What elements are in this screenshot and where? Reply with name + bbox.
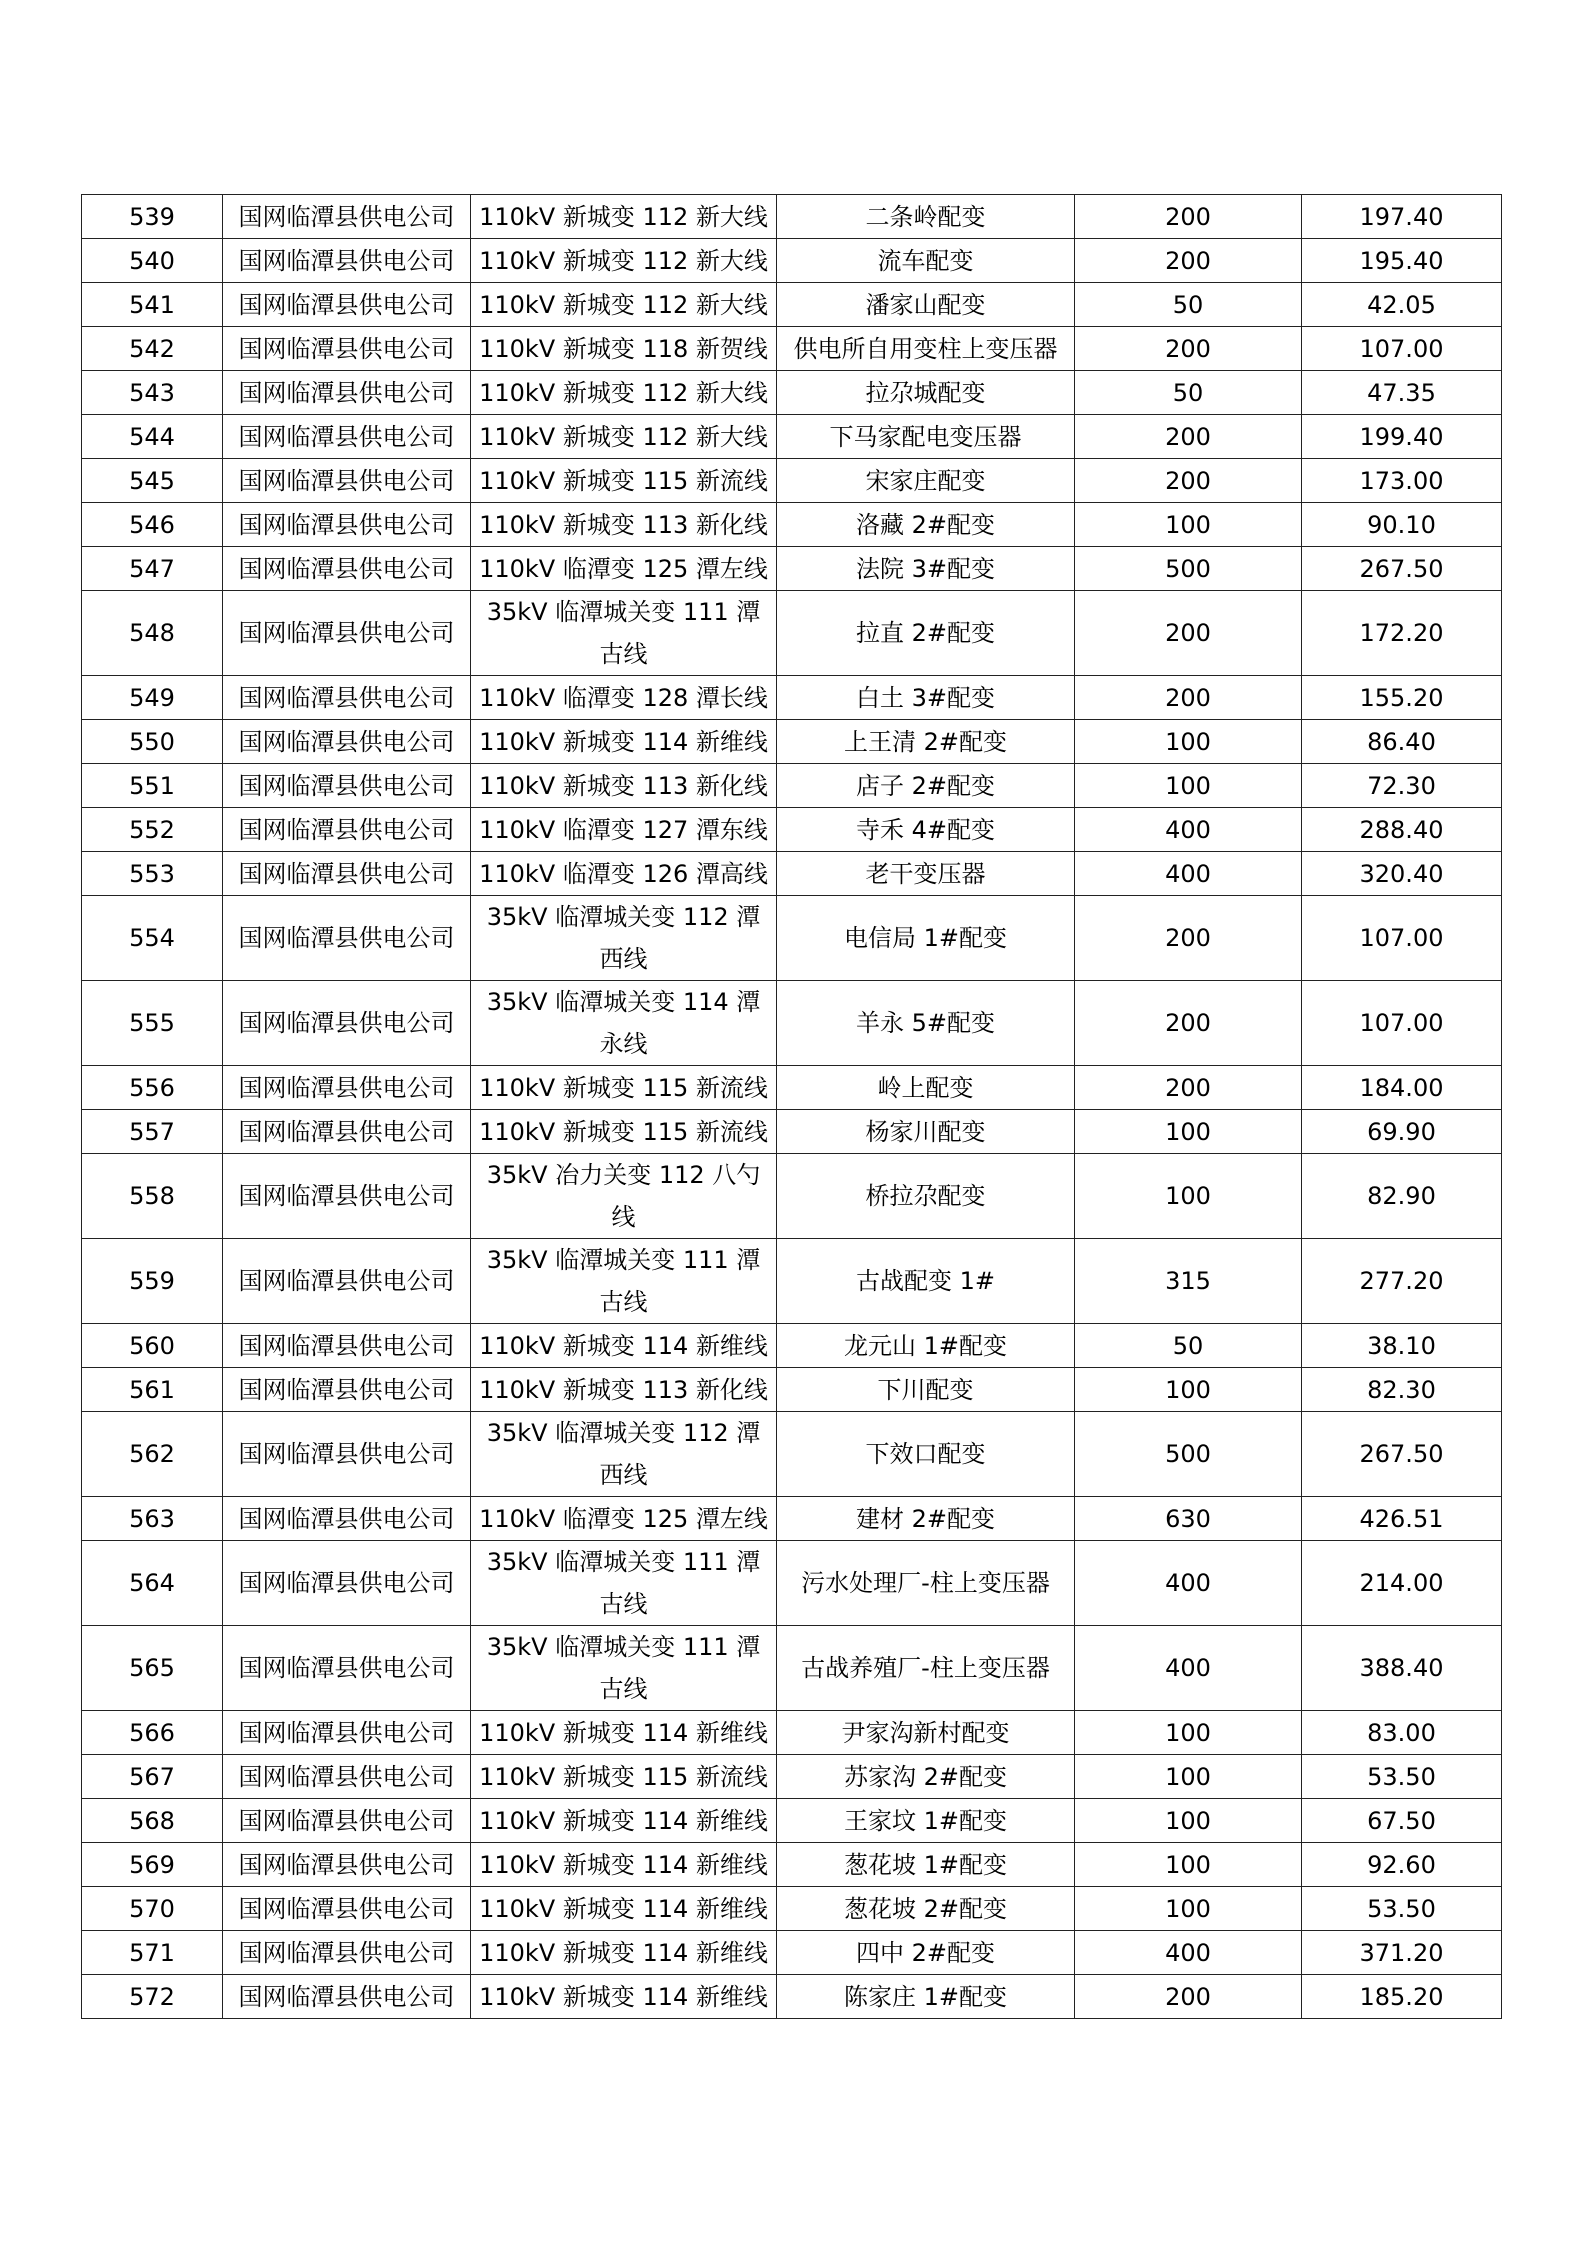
row-number-cell: 554	[82, 896, 223, 981]
row-number-cell: 562	[82, 1412, 223, 1497]
capacity-cell: 200	[1075, 1066, 1302, 1110]
table-row	[82, 1541, 1502, 1626]
feeder-line-cell: 35kV 临潭城关变 114 潭永线	[471, 981, 777, 1066]
company-cell: 国网临潭县供电公司	[223, 547, 471, 591]
company-cell: 国网临潭县供电公司	[223, 1066, 471, 1110]
company-cell: 国网临潭县供电公司	[223, 591, 471, 676]
value-cell: 426.51	[1302, 1497, 1502, 1541]
capacity-cell: 100	[1075, 720, 1302, 764]
value-cell: 388.40	[1302, 1626, 1502, 1711]
table-row	[82, 676, 1502, 720]
table-row	[82, 1975, 1502, 2019]
company-cell: 国网临潭县供电公司	[223, 1110, 471, 1154]
table-row	[82, 415, 1502, 459]
table-row	[82, 459, 1502, 503]
capacity-cell: 100	[1075, 1843, 1302, 1887]
transformer-name-cell: 老干变压器	[777, 852, 1075, 896]
transformer-name-cell: 古战配变 1#	[777, 1239, 1075, 1324]
company-cell: 国网临潭县供电公司	[223, 896, 471, 981]
transformer-name-cell: 四中 2#配变	[777, 1931, 1075, 1975]
feeder-line-cell: 110kV 临潭变 128 潭长线	[471, 676, 777, 720]
feeder-line-cell: 110kV 新城变 114 新维线	[471, 1887, 777, 1931]
feeder-line-cell: 35kV 临潭城关变 111 潭古线	[471, 1541, 777, 1626]
capacity-cell: 200	[1075, 327, 1302, 371]
feeder-line-cell: 35kV 临潭城关变 112 潭西线	[471, 1412, 777, 1497]
transformer-name-cell: 二条岭配变	[777, 195, 1075, 239]
row-number-cell: 564	[82, 1541, 223, 1626]
capacity-cell: 200	[1075, 239, 1302, 283]
row-number-cell: 545	[82, 459, 223, 503]
table-row	[82, 1110, 1502, 1154]
feeder-line-cell: 110kV 新城变 114 新维线	[471, 1324, 777, 1368]
row-number-cell: 568	[82, 1799, 223, 1843]
value-cell: 195.40	[1302, 239, 1502, 283]
row-number-cell: 571	[82, 1931, 223, 1975]
transformer-table	[81, 194, 1502, 2019]
feeder-line-cell: 110kV 新城变 112 新大线	[471, 415, 777, 459]
company-cell: 国网临潭县供电公司	[223, 1975, 471, 2019]
feeder-line-cell: 35kV 临潭城关变 111 潭古线	[471, 1626, 777, 1711]
table-row	[82, 503, 1502, 547]
feeder-line-cell: 35kV 临潭城关变 111 潭古线	[471, 591, 777, 676]
transformer-name-cell: 潘家山配变	[777, 283, 1075, 327]
table-row	[82, 1239, 1502, 1324]
transformer-name-cell: 建材 2#配变	[777, 1497, 1075, 1541]
value-cell: 82.30	[1302, 1368, 1502, 1412]
feeder-line-cell: 110kV 新城变 113 新化线	[471, 1368, 777, 1412]
capacity-cell: 100	[1075, 1755, 1302, 1799]
value-cell: 53.50	[1302, 1755, 1502, 1799]
row-number-cell: 563	[82, 1497, 223, 1541]
value-cell: 47.35	[1302, 371, 1502, 415]
capacity-cell: 200	[1075, 195, 1302, 239]
company-cell: 国网临潭县供电公司	[223, 327, 471, 371]
capacity-cell: 50	[1075, 283, 1302, 327]
company-cell: 国网临潭县供电公司	[223, 239, 471, 283]
company-cell: 国网临潭县供电公司	[223, 459, 471, 503]
capacity-cell: 100	[1075, 1887, 1302, 1931]
table-row	[82, 720, 1502, 764]
company-cell: 国网临潭县供电公司	[223, 720, 471, 764]
row-number-cell: 542	[82, 327, 223, 371]
company-cell: 国网临潭县供电公司	[223, 1541, 471, 1626]
feeder-line-cell: 110kV 新城变 112 新大线	[471, 239, 777, 283]
feeder-line-cell: 110kV 临潭变 127 潭东线	[471, 808, 777, 852]
row-number-cell: 553	[82, 852, 223, 896]
row-number-cell: 558	[82, 1154, 223, 1239]
capacity-cell: 200	[1075, 1975, 1302, 2019]
capacity-cell: 100	[1075, 1154, 1302, 1239]
transformer-name-cell: 白土 3#配变	[777, 676, 1075, 720]
transformer-name-cell: 桥拉尕配变	[777, 1154, 1075, 1239]
value-cell: 86.40	[1302, 720, 1502, 764]
transformer-name-cell: 流车配变	[777, 239, 1075, 283]
capacity-cell: 200	[1075, 896, 1302, 981]
capacity-cell: 50	[1075, 1324, 1302, 1368]
transformer-name-cell: 尹家沟新村配变	[777, 1711, 1075, 1755]
table-row	[82, 981, 1502, 1066]
feeder-line-cell: 110kV 新城变 115 新流线	[471, 1066, 777, 1110]
transformer-name-cell: 羊永 5#配变	[777, 981, 1075, 1066]
row-number-cell: 567	[82, 1755, 223, 1799]
feeder-line-cell: 110kV 新城变 114 新维线	[471, 1931, 777, 1975]
capacity-cell: 100	[1075, 764, 1302, 808]
capacity-cell: 400	[1075, 1931, 1302, 1975]
value-cell: 267.50	[1302, 1412, 1502, 1497]
table-row	[82, 1887, 1502, 1931]
value-cell: 197.40	[1302, 195, 1502, 239]
row-number-cell: 555	[82, 981, 223, 1066]
row-number-cell: 560	[82, 1324, 223, 1368]
company-cell: 国网临潭县供电公司	[223, 808, 471, 852]
transformer-name-cell: 洛藏 2#配变	[777, 503, 1075, 547]
value-cell: 277.20	[1302, 1239, 1502, 1324]
feeder-line-cell: 35kV 临潭城关变 112 潭西线	[471, 896, 777, 981]
row-number-cell: 557	[82, 1110, 223, 1154]
company-cell: 国网临潭县供电公司	[223, 1887, 471, 1931]
feeder-line-cell: 110kV 新城变 114 新维线	[471, 1711, 777, 1755]
value-cell: 107.00	[1302, 327, 1502, 371]
company-cell: 国网临潭县供电公司	[223, 764, 471, 808]
row-number-cell: 548	[82, 591, 223, 676]
company-cell: 国网临潭县供电公司	[223, 1368, 471, 1412]
value-cell: 267.50	[1302, 547, 1502, 591]
table-row	[82, 1799, 1502, 1843]
table-row	[82, 283, 1502, 327]
table-row	[82, 852, 1502, 896]
value-cell: 288.40	[1302, 808, 1502, 852]
row-number-cell: 566	[82, 1711, 223, 1755]
capacity-cell: 630	[1075, 1497, 1302, 1541]
company-cell: 国网临潭县供电公司	[223, 1239, 471, 1324]
feeder-line-cell: 110kV 新城变 114 新维线	[471, 1799, 777, 1843]
table-row	[82, 1324, 1502, 1368]
feeder-line-cell: 35kV 临潭城关变 111 潭古线	[471, 1239, 777, 1324]
transformer-name-cell: 葱花坡 1#配变	[777, 1843, 1075, 1887]
value-cell: 42.05	[1302, 283, 1502, 327]
capacity-cell: 400	[1075, 1626, 1302, 1711]
row-number-cell: 540	[82, 239, 223, 283]
row-number-cell: 556	[82, 1066, 223, 1110]
table-row	[82, 1626, 1502, 1711]
company-cell: 国网临潭县供电公司	[223, 1626, 471, 1711]
table-row	[82, 195, 1502, 239]
row-number-cell: 572	[82, 1975, 223, 2019]
value-cell: 199.40	[1302, 415, 1502, 459]
feeder-line-cell: 110kV 新城变 112 新大线	[471, 371, 777, 415]
table-row	[82, 1497, 1502, 1541]
feeder-line-cell: 110kV 新城变 112 新大线	[471, 283, 777, 327]
transformer-name-cell: 陈家庄 1#配变	[777, 1975, 1075, 2019]
value-cell: 173.00	[1302, 459, 1502, 503]
capacity-cell: 200	[1075, 981, 1302, 1066]
feeder-line-cell: 110kV 新城变 114 新维线	[471, 720, 777, 764]
company-cell: 国网临潭县供电公司	[223, 1755, 471, 1799]
transformer-name-cell: 葱花坡 2#配变	[777, 1887, 1075, 1931]
transformer-name-cell: 宋家庄配变	[777, 459, 1075, 503]
value-cell: 83.00	[1302, 1711, 1502, 1755]
capacity-cell: 400	[1075, 1541, 1302, 1626]
transformer-name-cell: 店子 2#配变	[777, 764, 1075, 808]
row-number-cell: 546	[82, 503, 223, 547]
value-cell: 67.50	[1302, 1799, 1502, 1843]
feeder-line-cell: 110kV 临潭变 126 潭高线	[471, 852, 777, 896]
transformer-name-cell: 拉直 2#配变	[777, 591, 1075, 676]
company-cell: 国网临潭县供电公司	[223, 1931, 471, 1975]
table-row	[82, 591, 1502, 676]
capacity-cell: 100	[1075, 1711, 1302, 1755]
value-cell: 92.60	[1302, 1843, 1502, 1887]
transformer-name-cell: 苏家沟 2#配变	[777, 1755, 1075, 1799]
row-number-cell: 561	[82, 1368, 223, 1412]
table-row	[82, 1412, 1502, 1497]
value-cell: 320.40	[1302, 852, 1502, 896]
table-row	[82, 239, 1502, 283]
row-number-cell: 570	[82, 1887, 223, 1931]
feeder-line-cell: 110kV 临潭变 125 潭左线	[471, 1497, 777, 1541]
row-number-cell: 544	[82, 415, 223, 459]
value-cell: 53.50	[1302, 1887, 1502, 1931]
feeder-line-cell: 110kV 新城变 118 新贺线	[471, 327, 777, 371]
capacity-cell: 400	[1075, 808, 1302, 852]
table-row	[82, 764, 1502, 808]
value-cell: 72.30	[1302, 764, 1502, 808]
table-row	[82, 1843, 1502, 1887]
capacity-cell: 100	[1075, 1368, 1302, 1412]
table-row	[82, 1931, 1502, 1975]
row-number-cell: 549	[82, 676, 223, 720]
value-cell: 107.00	[1302, 896, 1502, 981]
company-cell: 国网临潭县供电公司	[223, 1497, 471, 1541]
company-cell: 国网临潭县供电公司	[223, 195, 471, 239]
capacity-cell: 200	[1075, 459, 1302, 503]
capacity-cell: 400	[1075, 852, 1302, 896]
capacity-cell: 200	[1075, 676, 1302, 720]
company-cell: 国网临潭县供电公司	[223, 1154, 471, 1239]
table-row	[82, 1066, 1502, 1110]
capacity-cell: 315	[1075, 1239, 1302, 1324]
capacity-cell: 100	[1075, 1110, 1302, 1154]
feeder-line-cell: 110kV 临潭变 125 潭左线	[471, 547, 777, 591]
company-cell: 国网临潭县供电公司	[223, 852, 471, 896]
transformer-name-cell: 岭上配变	[777, 1066, 1075, 1110]
company-cell: 国网临潭县供电公司	[223, 1799, 471, 1843]
company-cell: 国网临潭县供电公司	[223, 283, 471, 327]
company-cell: 国网临潭县供电公司	[223, 503, 471, 547]
company-cell: 国网临潭县供电公司	[223, 1412, 471, 1497]
row-number-cell: 539	[82, 195, 223, 239]
feeder-line-cell: 110kV 新城变 114 新维线	[471, 1975, 777, 2019]
transformer-name-cell: 寺禾 4#配变	[777, 808, 1075, 852]
transformer-name-cell: 下马家配电变压器	[777, 415, 1075, 459]
row-number-cell: 552	[82, 808, 223, 852]
value-cell: 69.90	[1302, 1110, 1502, 1154]
value-cell: 172.20	[1302, 591, 1502, 676]
transformer-name-cell: 供电所自用变柱上变压器	[777, 327, 1075, 371]
value-cell: 371.20	[1302, 1931, 1502, 1975]
transformer-name-cell: 拉尕城配变	[777, 371, 1075, 415]
transformer-name-cell: 杨家川配变	[777, 1110, 1075, 1154]
transformer-name-cell: 王家坟 1#配变	[777, 1799, 1075, 1843]
capacity-cell: 200	[1075, 415, 1302, 459]
value-cell: 184.00	[1302, 1066, 1502, 1110]
feeder-line-cell: 110kV 新城变 113 新化线	[471, 764, 777, 808]
value-cell: 82.90	[1302, 1154, 1502, 1239]
feeder-line-cell: 110kV 新城变 112 新大线	[471, 195, 777, 239]
capacity-cell: 100	[1075, 503, 1302, 547]
row-number-cell: 541	[82, 283, 223, 327]
transformer-name-cell: 下效口配变	[777, 1412, 1075, 1497]
table-row	[82, 547, 1502, 591]
value-cell: 185.20	[1302, 1975, 1502, 2019]
capacity-cell: 200	[1075, 591, 1302, 676]
table-row	[82, 1711, 1502, 1755]
capacity-cell: 100	[1075, 1799, 1302, 1843]
table-row	[82, 808, 1502, 852]
row-number-cell: 565	[82, 1626, 223, 1711]
company-cell: 国网临潭县供电公司	[223, 1324, 471, 1368]
transformer-name-cell: 古战养殖厂-柱上变压器	[777, 1626, 1075, 1711]
company-cell: 国网临潭县供电公司	[223, 371, 471, 415]
row-number-cell: 543	[82, 371, 223, 415]
feeder-line-cell: 110kV 新城变 114 新维线	[471, 1843, 777, 1887]
table-row	[82, 896, 1502, 981]
transformer-name-cell: 上王清 2#配变	[777, 720, 1075, 764]
capacity-cell: 500	[1075, 1412, 1302, 1497]
row-number-cell: 551	[82, 764, 223, 808]
value-cell: 155.20	[1302, 676, 1502, 720]
value-cell: 90.10	[1302, 503, 1502, 547]
table-row	[82, 1755, 1502, 1799]
transformer-name-cell: 龙元山 1#配变	[777, 1324, 1075, 1368]
value-cell: 214.00	[1302, 1541, 1502, 1626]
company-cell: 国网临潭县供电公司	[223, 981, 471, 1066]
table-row	[82, 327, 1502, 371]
row-number-cell: 569	[82, 1843, 223, 1887]
transformer-name-cell: 法院 3#配变	[777, 547, 1075, 591]
table-row	[82, 1368, 1502, 1412]
value-cell: 38.10	[1302, 1324, 1502, 1368]
feeder-line-cell: 110kV 新城变 115 新流线	[471, 1110, 777, 1154]
value-cell: 107.00	[1302, 981, 1502, 1066]
row-number-cell: 550	[82, 720, 223, 764]
transformer-name-cell: 污水处理厂-柱上变压器	[777, 1541, 1075, 1626]
capacity-cell: 50	[1075, 371, 1302, 415]
feeder-line-cell: 110kV 新城变 113 新化线	[471, 503, 777, 547]
company-cell: 国网临潭县供电公司	[223, 1711, 471, 1755]
table-row	[82, 371, 1502, 415]
transformer-name-cell: 下川配变	[777, 1368, 1075, 1412]
row-number-cell: 547	[82, 547, 223, 591]
row-number-cell: 559	[82, 1239, 223, 1324]
table-body	[82, 195, 1502, 2019]
feeder-line-cell: 110kV 新城变 115 新流线	[471, 459, 777, 503]
table-row	[82, 1154, 1502, 1239]
feeder-line-cell: 110kV 新城变 115 新流线	[471, 1755, 777, 1799]
capacity-cell: 500	[1075, 547, 1302, 591]
company-cell: 国网临潭县供电公司	[223, 415, 471, 459]
company-cell: 国网临潭县供电公司	[223, 1843, 471, 1887]
transformer-name-cell: 电信局 1#配变	[777, 896, 1075, 981]
company-cell: 国网临潭县供电公司	[223, 676, 471, 720]
feeder-line-cell: 35kV 冶力关变 112 八勺线	[471, 1154, 777, 1239]
